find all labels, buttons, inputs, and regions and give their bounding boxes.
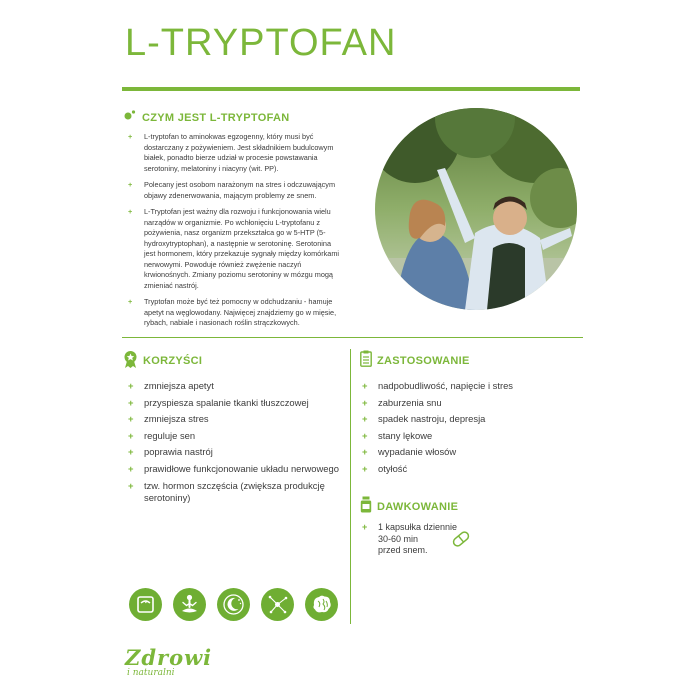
list-item: + przyspiesza spalanie tkanki tłuszczowej [128, 396, 309, 408]
section-divider [122, 337, 583, 338]
plus-icon: + [362, 396, 368, 408]
couple-photo [375, 108, 577, 310]
plus-icon: + [362, 462, 368, 474]
plus-icon: + [362, 446, 368, 458]
list-item: + wypadanie włosów [362, 446, 457, 458]
dosage-line-3: przed snem. [378, 545, 428, 555]
about-list [128, 132, 340, 335]
dosage-line-1: 1 kapsułka dziennie [378, 522, 458, 532]
benefits-heading: KORZYŚCI [143, 355, 203, 367]
moon-sleep-icon [217, 588, 250, 621]
plus-icon: + [128, 380, 134, 391]
list-item: + nadpobudliwość, napięcie i stres [362, 380, 513, 391]
plus-icon: + [128, 207, 133, 216]
plus-icon: + [128, 446, 134, 458]
neuron-icon [261, 588, 294, 621]
plus-icon: + [362, 522, 368, 532]
list-item: + zmniejsza stres [128, 413, 209, 425]
plus-icon: + [128, 413, 134, 425]
plus-icon: + [362, 380, 368, 391]
plus-icon: + [362, 413, 368, 425]
list-item: + Polecany jest osobom narażonym na stres i odczuwającym objawy zdenerwowania, mającym problemy ze snem. [128, 180, 336, 200]
usage-list [362, 380, 577, 480]
usage-heading: ZASTOSOWANIE [377, 355, 470, 367]
list-item: + zmniejsza apetyt [128, 380, 214, 391]
plus-icon: + [128, 462, 134, 474]
plus-icon: + [128, 479, 134, 491]
list-item: + prawidłowe funkcjonowanie układu nerwowego [128, 462, 339, 474]
plus-icon: + [362, 429, 368, 441]
capsule-icon [451, 529, 471, 549]
page-title: L-TRYPTOFAN [125, 22, 397, 64]
plus-icon: + [128, 132, 133, 141]
plus-icon: + [128, 396, 134, 408]
plus-icon: + [128, 429, 134, 441]
clipboard-icon [360, 350, 372, 367]
meditation-icon [173, 588, 206, 621]
list-item: + poprawia nastrój [128, 446, 213, 458]
brand-logo: Zdrowi i naturalni [125, 645, 213, 678]
benefits-list [128, 380, 343, 508]
dosage-line-2: 30-60 min [378, 533, 419, 544]
column-divider [350, 349, 351, 624]
title-divider [122, 87, 580, 91]
plus-icon: + [128, 297, 133, 306]
list-item: + L-Tryptofan jest ważny dla rozwoju i funkcjonowania wielu narządów w organizmie. Po wchłonięciu L-tryptofanu z pożywienia, nasz organizm przekształca go w 5-HTP (5-hydroxytryptophan), a następnie w serotoninę. Serotonina jest hormonem, który przekazuje sygnały między komórkami nerwowymi. Powoduje również zwężenie naczyń krwionośnych. Zmiany poziomu serotoniny w mózgu mogą zmieniać nastrój. [128, 207, 340, 290]
dots-icon [124, 110, 136, 122]
scale-icon [129, 588, 162, 621]
brain-icon [305, 588, 338, 621]
dosage-heading: DAWKOWANIE [377, 501, 459, 513]
list-item: + spadek nastroju, depresja [362, 413, 486, 425]
list-item: + reguluje sen [128, 429, 196, 441]
list-item: + tzw. hormon szczęścia (zwiększa produkcję serotoniny) [128, 479, 325, 503]
plus-icon: + [128, 180, 133, 189]
bottle-icon [360, 496, 372, 513]
list-item: + stany lękowe [362, 429, 433, 441]
list-item: + L-tryptofan to aminokwas egzogenny, który musi być dostarczany z pożywieniem. Jest składnikiem budulcowym białek, ponadto bierze udział w procesie powstawania serotoniny, melatoniny i niacyny (wit. PP). [128, 132, 334, 173]
couple-photo-illustration [375, 108, 577, 310]
about-heading: CZYM JEST L-TRYPTOFAN [142, 112, 290, 124]
list-item: + Tryptofan może być też pomocny w odchudzaniu - hamuje apetyt na węglowodany. Najwięcej znajdziemy go w mięsie, rybach, nabiale i nasionach roślin strączkowych. [128, 297, 337, 327]
list-item: + zaburzenia snu [362, 396, 442, 408]
award-badge-icon [124, 351, 137, 368]
list-item: + otyłość [362, 462, 408, 474]
